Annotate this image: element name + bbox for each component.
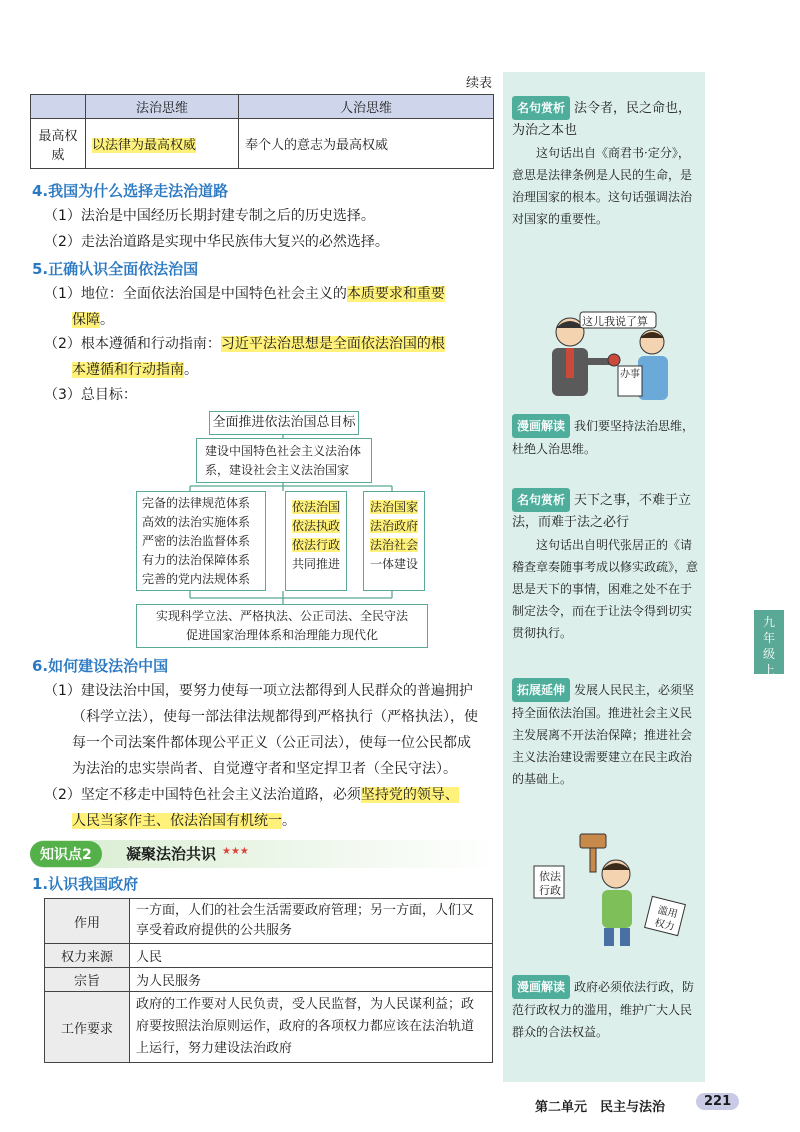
sidebar-quote1: 名句赏析 法令者，民之命也，为治之本也	[512, 96, 698, 142]
diagram-left-item: 完善的党内法规体系	[142, 572, 251, 586]
gov-value: 人民	[130, 944, 493, 968]
diagram-top-box: 全面推进依法治国总目标	[209, 411, 359, 435]
sidebar-extend: 拓展延伸 发展人民民主，必须坚持全面依法治国。推进社会主义民主发展离不开法治保障；推进社会主义法治建设需要建立在民主政治的基础上。	[512, 678, 698, 790]
gov-value: 为人民服务	[130, 968, 493, 992]
cell-rule-of-law: 以法律为最高权威	[86, 119, 239, 169]
sidebar-cartoon2-caption: 漫画解读 政府必须依法行政，防范行政权力的滥用，维护广大人民群众的合法权益。	[512, 975, 698, 1043]
section-6-title: 6.如何建设法治中国	[32, 657, 169, 675]
gov-label: 宗旨	[45, 968, 130, 992]
diagram-mid-box: 依法治国 依法执政 依法行政 共同推进	[285, 491, 347, 591]
quote1-badge: 名句赏析	[512, 96, 570, 120]
diagram-bottom-box: 实现科学立法、严格执法、公正司法、全民守法 促进国家治理体系和治理能力现代化	[136, 604, 428, 648]
diagram-left-box	[136, 491, 266, 591]
gov-value: 政府的工作要对人民负责，受人民监督，为人民谋利益；政府要按照法治原则运作，政府的各项权力都应该在法治轨道上运行，努力建设法治政府	[130, 992, 493, 1063]
government-table	[44, 898, 493, 1063]
section-4-p2: （2）走法治道路是实现中华民族伟大复兴的必然选择。	[44, 234, 389, 250]
continued-label: 续表	[466, 76, 493, 91]
sidebar-cartoon1-caption: 漫画解读 我们要坚持法治思维，杜绝人治思维。	[512, 414, 698, 460]
section-6-p1: （1）建设法治中国，要努力使每一项立法都得到人民群众的普遍拥护 （科学立法），使每一部法律法规都得到严格执行（严格执法），使 每一个司法案件都体现公平正义（公正司法），使每一位公民都成 为法治的忠实崇尚者、自觉遵守者和坚定捍卫者（全民守法）。	[44, 683, 478, 777]
grade-tab: 九年级上册	[754, 610, 784, 674]
section-6-p2: （2）坚定不移走中国特色社会主义法治道路，必须坚持党的领导、 人民当家作主、依法治国有机统一。	[44, 787, 459, 829]
kp2-stars: ★★★	[222, 846, 249, 857]
comparison-table	[30, 94, 494, 169]
section-4-p1: （1）法治是中国经历长期封建专制之后的历史选择。	[44, 208, 375, 224]
quote2-badge: 名句赏析	[512, 488, 570, 512]
gov-label: 权力来源	[45, 944, 130, 968]
section-5-title: 5.正确认识全面依法治国	[32, 260, 199, 278]
cartoon1-bubble: 这儿我说了算	[582, 315, 648, 328]
gov-label: 工作要求	[45, 992, 130, 1063]
cartoon2-sign-left: 依法行政	[539, 870, 561, 897]
diagram-left-item: 高效的法治实施体系	[142, 515, 251, 529]
section-4-title: 4.我国为什么选择走法治道路	[32, 182, 229, 200]
cell-rule-of-man: 奉个人的意志为最高权威	[239, 119, 494, 169]
diagram-second-box: 建设中国特色社会主义法治体 系，建设社会主义法治国家	[196, 438, 372, 483]
diagram-left-item: 有力的法治保障体系	[142, 553, 251, 567]
sidebar-quote1-explain: 这句话出自《商君书·定分》，意思是法律条例是人民的生命，是治理国家的根本。这句话强调法治对国家的重要性。	[512, 146, 693, 226]
cartoon1-badge: 漫画解读	[512, 414, 570, 438]
diagram-right-box: 法治国家 法治政府 法治社会 一体建设	[363, 491, 425, 591]
cartoon1-stamp-text: 办事	[620, 369, 640, 380]
cartoon2-badge: 漫画解读	[512, 975, 570, 999]
gov-label: 作用	[45, 899, 130, 944]
kp2-title: 凝聚法治共识	[126, 845, 217, 863]
col-header-rule-of-law: 法治思维	[86, 95, 239, 119]
diagram-left-item: 完备的法律规范体系	[142, 496, 251, 510]
row-label: 最高权威	[31, 119, 86, 169]
sidebar-quote2-explain: 这句话出自明代张居正的《请稽查章奏随事考成以修实政疏》，意思是天下的事情，困难之处不在于制定法令，而在于让法令得到切实贯彻执行。	[512, 538, 699, 640]
kp2-label: 知识点2	[30, 841, 102, 867]
col-header-rule-of-man: 人治思维	[239, 95, 494, 119]
footer-unit: 第二单元 民主与法治	[535, 1100, 666, 1115]
diagram-left-item: 严密的法治监督体系	[142, 534, 251, 548]
section-5-p3: （3）总目标：	[44, 387, 137, 403]
page-number: 221	[696, 1093, 739, 1110]
section-5-p1: （1）地位：全面依法治国是中国特色社会主义的本质要求和重要 保障。	[44, 286, 445, 328]
cartoon2-sign-right: 滥用权力	[653, 904, 679, 934]
section-5-p2: （2）根本遵循和行动指南：习近平法治思想是全面依法治国的根 本遵循和行动指南。	[44, 336, 445, 378]
gov-value: 一方面，人们的社会生活需要政府管理；另一方面，人们又享受着政府提供的公共服务	[130, 899, 493, 944]
sidebar-quote2: 名句赏析 天下之事，不难于立法，而难于法之必行	[512, 488, 698, 534]
section-1-title: 1.认识我国政府	[32, 875, 139, 893]
extend-badge: 拓展延伸	[512, 678, 570, 702]
